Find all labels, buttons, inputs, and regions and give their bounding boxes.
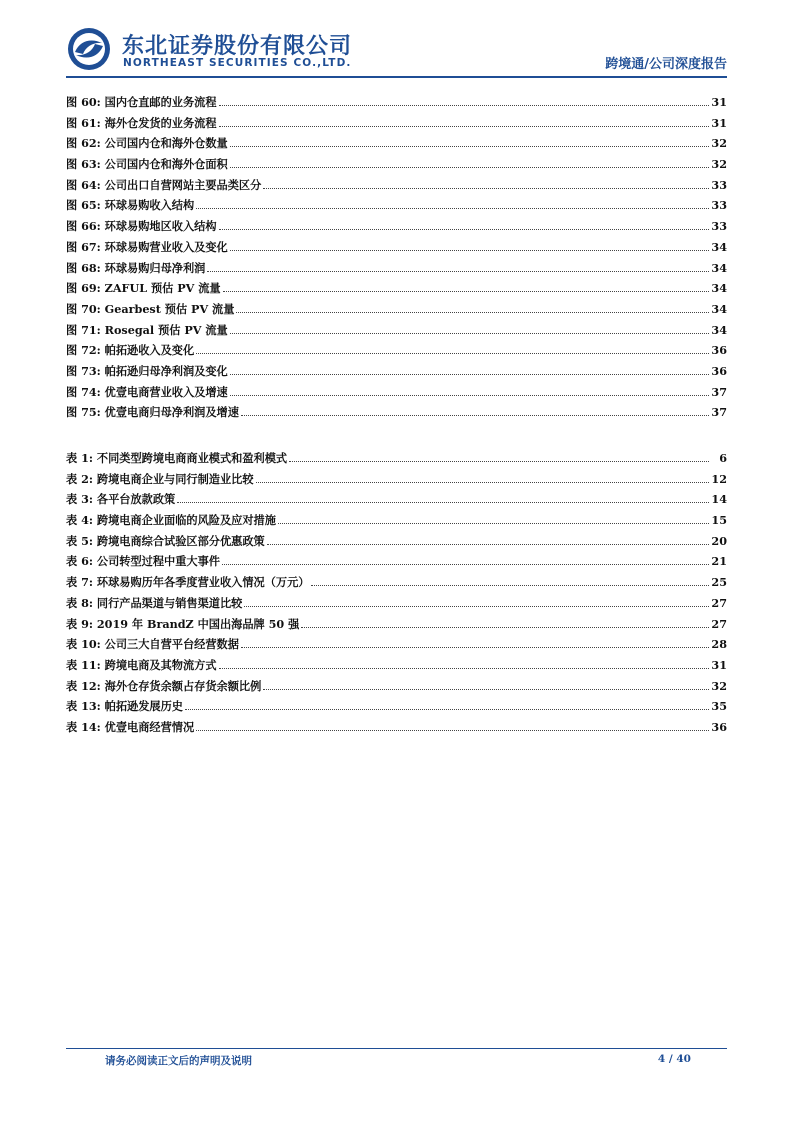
company-logo-icon: [66, 26, 112, 72]
figure-toc-entry-label: 图 61: 海外仓发货的业务流程: [66, 115, 217, 130]
table-toc-entry-label: 表 14: 优壹电商经营情况: [66, 719, 195, 734]
figure-toc-entry-page: 32: [711, 157, 727, 172]
dot-leader: [196, 721, 709, 731]
figure-toc-entry-label: 图 62: 公司国内仓和海外仓数量: [66, 136, 228, 151]
table-toc-entry[interactable]: [66, 471, 727, 492]
table-toc-entry-page: 25: [711, 575, 727, 590]
table-toc-entry-page: 28: [711, 637, 727, 652]
disclaimer-note: 请务必阅读正文后的声明及说明: [105, 1055, 252, 1067]
report-title-tag: 跨境通/公司深度报告: [605, 57, 727, 72]
figures-index: [66, 94, 727, 425]
figure-toc-entry-label: 图 72: 帕拓逊收入及变化: [66, 343, 195, 358]
dot-leader: [230, 137, 709, 147]
dot-leader: [241, 406, 709, 416]
figure-toc-entry-page: 34: [711, 260, 727, 275]
figure-toc-entry-label: 图 65: 环球易购收入结构: [66, 198, 195, 213]
table-toc-entry-label: 表 5: 跨境电商综合试验区部分优惠政策: [66, 533, 265, 548]
figure-toc-entry[interactable]: [66, 135, 727, 156]
figure-toc-entry-page: 32: [711, 136, 727, 151]
table-toc-entry-page: 12: [711, 471, 727, 486]
table-toc-entry-page: 36: [711, 719, 727, 734]
table-toc-entry-page: 21: [711, 554, 727, 569]
table-toc-entry[interactable]: [66, 657, 727, 678]
table-toc-entry-label: 表 2: 跨境电商企业与同行制造业比较: [66, 471, 254, 486]
table-toc-entry-page: 31: [711, 657, 727, 672]
dot-leader: [219, 117, 709, 127]
figure-toc-entry[interactable]: [66, 197, 727, 218]
table-toc-entry-label: 表 4: 跨境电商企业面临的风险及应对措施: [66, 513, 276, 528]
dot-leader: [222, 555, 709, 565]
table-toc-entry-page: 15: [711, 513, 727, 528]
figure-toc-entry-label: 图 71: Rosegal 预估 PV 流量: [66, 322, 228, 337]
figure-toc-entry-label: 图 64: 公司出口自营网站主要品类区分: [66, 177, 262, 192]
figure-toc-entry-page: 34: [711, 239, 727, 254]
figure-toc-entry-label: 图 75: 优壹电商归母净利润及增速: [66, 405, 239, 420]
table-toc-entry-page: 35: [711, 699, 727, 714]
table-toc-entry[interactable]: [66, 636, 727, 657]
table-toc-entry-label: 表 13: 帕拓逊发展历史: [66, 699, 183, 714]
footer-divider: [66, 1048, 727, 1049]
table-toc-entry[interactable]: [66, 512, 727, 533]
table-toc-entry-page: 32: [711, 678, 727, 693]
figure-toc-entry[interactable]: [66, 384, 727, 405]
table-toc-entry-label: 表 7: 环球易购历年各季度营业收入情况（万元）: [66, 575, 310, 590]
dot-leader: [219, 96, 709, 106]
dot-leader: [244, 597, 709, 607]
figure-toc-entry-label: 图 68: 环球易购归母净利润: [66, 260, 206, 275]
dot-leader: [196, 344, 709, 354]
dot-leader: [230, 365, 709, 375]
figure-toc-entry[interactable]: [66, 239, 727, 260]
dot-leader: [311, 576, 709, 586]
company-name-cn: 东北证券股份有限公司: [122, 34, 353, 59]
table-toc-entry-label: 表 8: 同行产品渠道与销售渠道比较: [66, 595, 243, 610]
table-toc-entry-page: 6: [719, 451, 727, 465]
table-toc-entry[interactable]: [66, 719, 727, 740]
figure-toc-entry-label: 图 63: 公司国内仓和海外仓面积: [66, 157, 228, 172]
figure-toc-entry[interactable]: [66, 342, 727, 363]
table-toc-entry-label: 表 12: 海外仓存货余额占存货余额比例: [66, 678, 262, 693]
table-toc-entry-label: 表 6: 公司转型过程中重大事件: [66, 554, 220, 569]
figure-toc-entry-page: 34: [711, 281, 727, 296]
table-toc-entry[interactable]: [66, 553, 727, 574]
figure-toc-entry-page: 37: [711, 384, 727, 399]
table-toc-entry-label: 表 10: 公司三大自营平台经营数据: [66, 637, 239, 652]
figure-toc-entry-page: 33: [711, 198, 727, 213]
figure-toc-entry-label: 图 60: 国内仓直邮的业务流程: [66, 95, 217, 109]
figure-toc-entry-page: 37: [711, 405, 727, 420]
table-toc-entry[interactable]: [66, 574, 727, 595]
figure-toc-entry[interactable]: [66, 94, 727, 115]
dot-leader: [278, 514, 709, 524]
figure-toc-entry-label: 图 74: 优壹电商营业收入及增速: [66, 384, 228, 399]
dot-leader: [267, 535, 709, 545]
figure-toc-entry-page: 33: [711, 177, 727, 192]
figure-toc-entry-page: 31: [711, 115, 727, 130]
header-divider: [66, 76, 727, 78]
table-toc-entry-page: 27: [711, 616, 727, 631]
figure-toc-entry[interactable]: [66, 322, 727, 343]
company-name-en: NORTHEAST SECURITIES CO.,LTD.: [123, 57, 352, 69]
table-toc-entry[interactable]: [66, 533, 727, 554]
dot-leader: [219, 220, 709, 230]
table-toc-entry-page: 27: [711, 595, 727, 610]
table-toc-entry[interactable]: [66, 678, 727, 699]
page-header: [0, 0, 793, 80]
dot-leader: [230, 241, 709, 251]
figure-toc-entry-label: 图 73: 帕拓逊归母净利润及变化: [66, 363, 228, 378]
figure-toc-entry[interactable]: [66, 363, 727, 384]
figure-toc-entry[interactable]: [66, 280, 727, 301]
dot-leader: [289, 452, 709, 462]
dot-leader: [177, 493, 709, 503]
dot-leader: [256, 473, 709, 483]
dot-leader: [236, 303, 709, 313]
table-toc-entry[interactable]: [66, 698, 727, 719]
table-toc-entry-label: 表 3: 各平台放款政策: [66, 492, 176, 507]
figure-toc-entry[interactable]: [66, 218, 727, 239]
figure-toc-entry-page: 31: [711, 95, 727, 109]
figure-toc-entry-label: 图 70: Gearbest 预估 PV 流量: [66, 301, 235, 316]
dot-leader: [301, 618, 709, 628]
table-toc-entry-page: 14: [711, 492, 727, 507]
figure-toc-entry-page: 36: [711, 363, 727, 378]
dot-leader: [230, 158, 709, 168]
dot-leader: [207, 262, 709, 272]
figure-toc-entry[interactable]: [66, 404, 727, 425]
figure-toc-entry-label: 图 66: 环球易购地区收入结构: [66, 219, 217, 234]
dot-leader: [263, 680, 709, 690]
dot-leader: [241, 638, 709, 648]
table-toc-entry-label: 表 9: 2019 年 BrandZ 中国出海品牌 50 强: [66, 616, 300, 631]
dot-leader: [263, 179, 709, 189]
table-toc-entry[interactable]: [66, 491, 727, 512]
dot-leader: [219, 659, 709, 669]
figure-toc-entry[interactable]: [66, 156, 727, 177]
page-number: 4 / 40: [657, 1053, 691, 1065]
dot-leader: [230, 324, 709, 334]
figure-toc-entry[interactable]: [66, 260, 727, 281]
dot-leader: [230, 386, 709, 396]
dot-leader: [185, 700, 709, 710]
figure-toc-entry-page: 34: [711, 322, 727, 337]
table-toc-entry[interactable]: [66, 450, 727, 471]
dot-leader: [196, 199, 709, 209]
tables-index: [66, 450, 727, 740]
table-toc-entry-label: 表 1: 不同类型跨境电商商业模式和盈利模式: [66, 451, 288, 465]
table-toc-entry[interactable]: [66, 595, 727, 616]
figure-toc-entry[interactable]: [66, 177, 727, 198]
figure-toc-entry-page: 36: [711, 343, 727, 358]
figure-toc-entry-label: 图 67: 环球易购营业收入及变化: [66, 239, 228, 254]
figure-toc-entry-page: 33: [711, 219, 727, 234]
dot-leader: [223, 282, 709, 292]
table-toc-entry-page: 20: [711, 533, 727, 548]
figure-toc-entry-page: 34: [711, 301, 727, 316]
figure-toc-entry-label: 图 69: ZAFUL 预估 PV 流量: [66, 281, 221, 296]
figure-toc-entry[interactable]: [66, 301, 727, 322]
figure-toc-entry[interactable]: [66, 115, 727, 136]
table-toc-entry-label: 表 11: 跨境电商及其物流方式: [66, 657, 217, 672]
table-toc-entry[interactable]: [66, 616, 727, 637]
